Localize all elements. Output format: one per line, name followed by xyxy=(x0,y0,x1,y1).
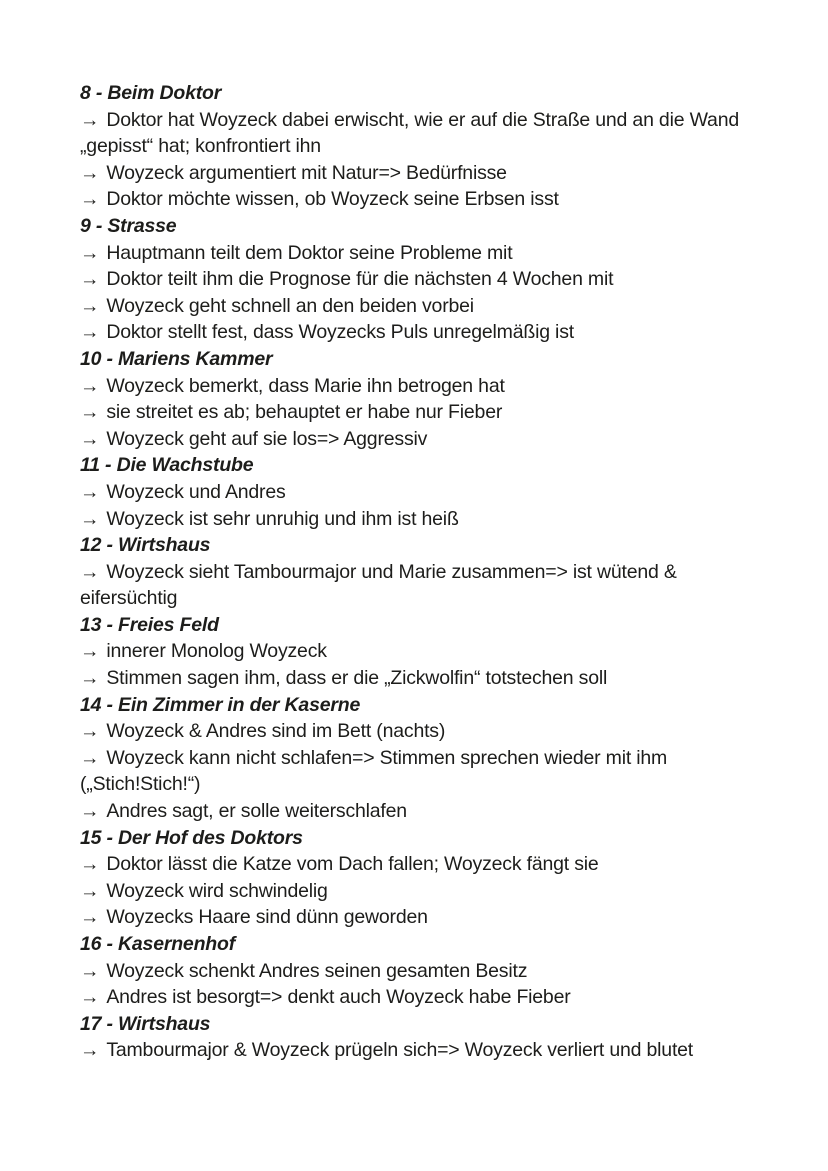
note-line xyxy=(80,240,754,267)
note-text: Woyzeck und Andres xyxy=(106,480,286,503)
arrow-bullet-icon: → xyxy=(80,959,100,982)
note-line xyxy=(80,293,754,320)
section-heading: 13 - Freies Feld xyxy=(80,613,219,636)
note-line xyxy=(80,319,754,346)
arrow-bullet-icon: → xyxy=(80,188,100,211)
note-line xyxy=(80,479,754,506)
arrow-bullet-icon: → xyxy=(80,108,100,131)
arrow-bullet-icon: → xyxy=(80,853,100,876)
note-text: Woyzeck kann nicht schlafen=> Stimmen sprechen wieder mit ihm („Stich!Stich!“) xyxy=(80,746,668,796)
note-line xyxy=(80,373,754,400)
arrow-bullet-icon: → xyxy=(80,640,100,663)
note-text: innerer Monolog Woyzeck xyxy=(106,640,327,663)
notes-container xyxy=(80,80,754,1064)
arrow-bullet-icon: → xyxy=(80,480,100,503)
note-text: Woyzeck schenkt Andres seinen gesamten Besitz xyxy=(106,959,528,982)
note-text: Woyzeck sieht Tambourmajor und Marie zusammen=> ist wütend & eifersüchtig xyxy=(80,560,677,610)
note-line xyxy=(80,904,754,931)
note-text: Doktor möchte wissen, ob Woyzeck seine Erbsen isst xyxy=(106,188,559,211)
note-line xyxy=(80,958,754,985)
arrow-bullet-icon: → xyxy=(80,241,100,264)
section-heading: 9 - Strasse xyxy=(80,214,177,237)
arrow-bullet-icon: → xyxy=(80,1039,100,1062)
note-text: Tambourmajor & Woyzeck prügeln sich=> Woyzeck verliert und blutet xyxy=(106,1039,694,1062)
note-line xyxy=(80,160,754,187)
arrow-bullet-icon: → xyxy=(80,560,100,583)
note-line xyxy=(80,984,754,1011)
arrow-bullet-icon: → xyxy=(80,401,100,424)
note-line xyxy=(80,107,754,160)
note-text: Doktor lässt die Katze vom Dach fallen; Woyzeck fängt sie xyxy=(106,853,599,876)
note-line xyxy=(80,745,754,798)
section-heading: 8 - Beim Doktor xyxy=(80,82,222,104)
arrow-bullet-icon: → xyxy=(80,720,100,743)
note-line xyxy=(80,638,754,665)
note-text: Woyzeck geht schnell an den beiden vorbei xyxy=(106,294,474,317)
note-line xyxy=(80,399,754,426)
note-text: Woyzeck & Andres sind im Bett (nachts) xyxy=(106,720,446,743)
section-heading: 12 - Wirtshaus xyxy=(80,534,211,557)
arrow-bullet-icon: → xyxy=(80,746,100,769)
arrow-bullet-icon: → xyxy=(80,667,100,690)
arrow-bullet-icon: → xyxy=(80,800,100,823)
note-text: Doktor hat Woyzeck dabei erwischt, wie er auf die Straße und an die Wand „gepisst“ hat; konfrontiert ihn xyxy=(80,108,739,158)
section-heading: 10 - Mariens Kammer xyxy=(80,347,273,370)
note-text: Woyzeck geht auf sie los=> Aggressiv xyxy=(106,427,428,450)
note-text: Woyzeck bemerkt, dass Marie ihn betrogen hat xyxy=(106,374,505,397)
arrow-bullet-icon: → xyxy=(80,268,100,291)
note-line xyxy=(80,718,754,745)
arrow-bullet-icon: → xyxy=(80,374,100,397)
note-line xyxy=(80,559,754,612)
arrow-bullet-icon: → xyxy=(80,427,100,450)
section-heading: 11 - Die Wachstube xyxy=(80,454,254,477)
arrow-bullet-icon: → xyxy=(80,161,100,184)
note-text: sie streitet es ab; behauptet er habe nur Fieber xyxy=(106,401,503,424)
note-line xyxy=(80,266,754,293)
note-line xyxy=(80,665,754,692)
note-text: Doktor stellt fest, dass Woyzecks Puls unregelmäßig ist xyxy=(106,321,574,344)
section-heading: 15 - Der Hof des Doktors xyxy=(80,826,303,849)
note-text: Woyzecks Haare sind dünn geworden xyxy=(106,906,428,929)
note-text: Woyzeck ist sehr unruhig und ihm ist heiß xyxy=(106,507,459,530)
section-heading: 14 - Ein Zimmer in der Kaserne xyxy=(80,693,361,716)
note-text: Woyzeck argumentiert mit Natur=> Bedürfnisse xyxy=(106,161,507,184)
note-text: Stimmen sagen ihm, dass er die „Zickwolfin“ totstechen soll xyxy=(106,667,608,690)
arrow-bullet-icon: → xyxy=(80,321,100,344)
note-text: Andres sagt, er solle weiterschlafen xyxy=(106,800,407,823)
arrow-bullet-icon: → xyxy=(80,906,100,929)
note-line xyxy=(80,851,754,878)
note-line xyxy=(80,186,754,213)
note-text: Woyzeck wird schwindelig xyxy=(106,879,328,902)
arrow-bullet-icon: → xyxy=(80,986,100,1009)
section-heading: 17 - Wirtshaus xyxy=(80,1012,211,1035)
note-line xyxy=(80,506,754,533)
note-line xyxy=(80,426,754,453)
arrow-bullet-icon: → xyxy=(80,507,100,530)
note-text: Andres ist besorgt=> denkt auch Woyzeck habe Fieber xyxy=(106,986,571,1009)
note-text: Hauptmann teilt dem Doktor seine Probleme mit xyxy=(106,241,513,264)
note-line xyxy=(80,878,754,905)
note-text: Doktor teilt ihm die Prognose für die nächsten 4 Wochen mit xyxy=(106,268,614,291)
note-line xyxy=(80,1037,754,1064)
arrow-bullet-icon: → xyxy=(80,879,100,902)
section-heading: 16 - Kasernenhof xyxy=(80,933,236,955)
note-line xyxy=(80,798,754,825)
arrow-bullet-icon: → xyxy=(80,294,100,317)
